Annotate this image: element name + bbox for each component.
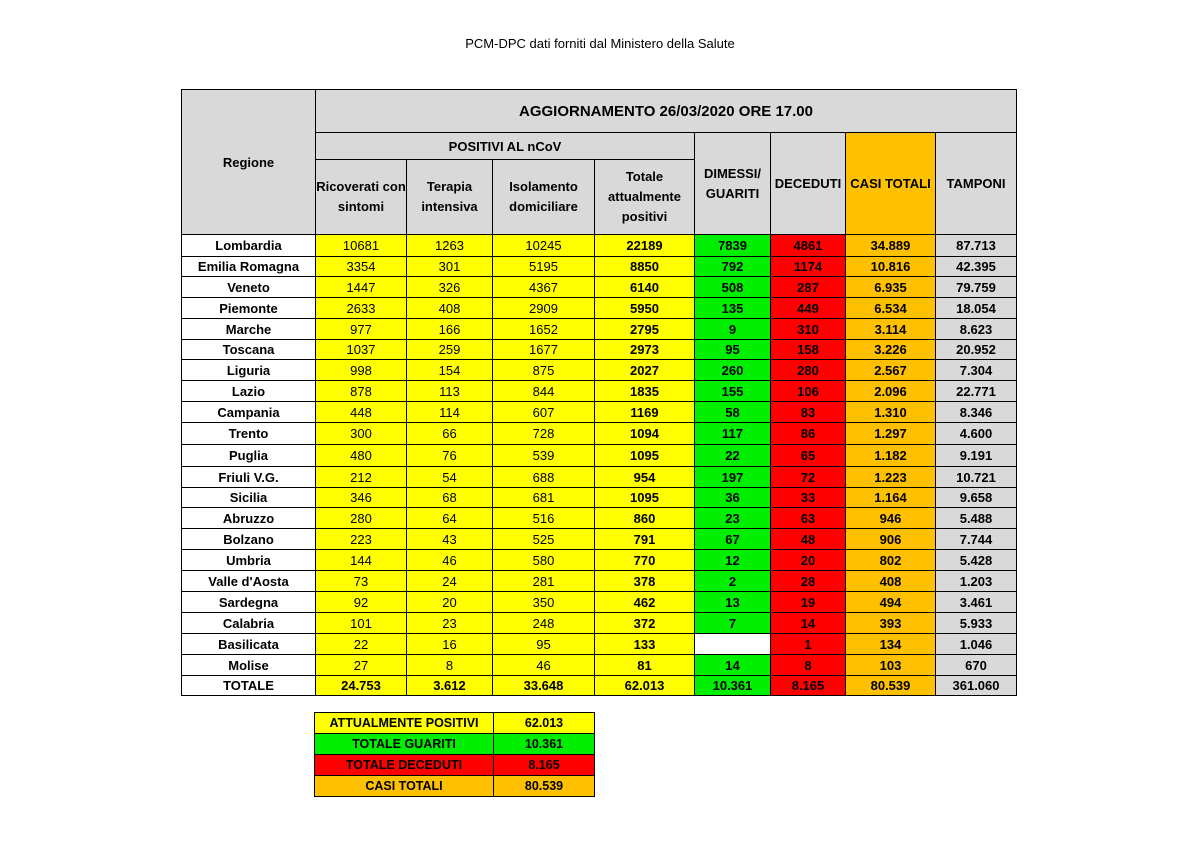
cell-regione: Valle d'Aosta [182, 571, 316, 592]
cell-totale-positivi: 133 [595, 634, 695, 655]
cell-tamponi: 18.054 [936, 298, 1017, 319]
cell-dimessi: 508 [695, 277, 771, 298]
cell-terapia: 23 [407, 613, 493, 634]
header-isolamento: Isolamento domiciliare [493, 160, 595, 235]
cell-casi-totali: 6.935 [846, 277, 936, 298]
cell-isolamento: 844 [493, 381, 595, 402]
cell-dimessi: 792 [695, 257, 771, 277]
cell-tamponi: 361.060 [936, 676, 1017, 696]
header-dimessi: DIMESSI/ GUARITI [695, 133, 771, 235]
cell-tamponi: 87.713 [936, 235, 1017, 257]
table-row [182, 381, 1017, 402]
cell-casi-totali: 408 [846, 571, 936, 592]
cell-casi-totali: 1.164 [846, 488, 936, 508]
cell-dimessi: 22 [695, 445, 771, 467]
cell-dimessi: 12 [695, 550, 771, 571]
cell-isolamento: 580 [493, 550, 595, 571]
cell-totale-positivi: 81 [595, 655, 695, 676]
cell-terapia: 113 [407, 381, 493, 402]
cell-dimessi [695, 634, 771, 655]
summary-value: 62.013 [494, 713, 595, 734]
cell-casi-totali: 6.534 [846, 298, 936, 319]
cell-isolamento: 728 [493, 423, 595, 445]
cell-ricoverati: 998 [316, 360, 407, 381]
cell-ricoverati: 22 [316, 634, 407, 655]
cell-tamponi: 20.952 [936, 340, 1017, 360]
cell-casi-totali: 2.567 [846, 360, 936, 381]
summary-row [315, 776, 595, 797]
cell-deceduti: 83 [771, 402, 846, 423]
cell-dimessi: 2 [695, 571, 771, 592]
table-row [182, 340, 1017, 360]
summary-label: TOTALE DECEDUTI [315, 755, 494, 776]
cell-ricoverati: 480 [316, 445, 407, 467]
cell-terapia: 8 [407, 655, 493, 676]
cell-isolamento: 525 [493, 529, 595, 550]
cell-dimessi: 14 [695, 655, 771, 676]
cell-deceduti: 72 [771, 467, 846, 488]
cell-regione: Calabria [182, 613, 316, 634]
cell-tamponi: 9.658 [936, 488, 1017, 508]
cell-terapia: 43 [407, 529, 493, 550]
cell-casi-totali: 1.182 [846, 445, 936, 467]
cell-isolamento: 33.648 [493, 676, 595, 696]
cell-dimessi: 7839 [695, 235, 771, 257]
cell-totale-positivi: 1095 [595, 445, 695, 467]
cell-regione: Friuli V.G. [182, 467, 316, 488]
table-row [182, 423, 1017, 445]
cell-casi-totali: 3.114 [846, 319, 936, 340]
cell-dimessi: 197 [695, 467, 771, 488]
cell-isolamento: 95 [493, 634, 595, 655]
cell-regione: Lazio [182, 381, 316, 402]
cell-regione: Lombardia [182, 235, 316, 257]
cell-ricoverati: 10681 [316, 235, 407, 257]
table-row [182, 634, 1017, 655]
cell-isolamento: 688 [493, 467, 595, 488]
cell-regione: Puglia [182, 445, 316, 467]
cell-deceduti: 63 [771, 508, 846, 529]
cell-terapia: 16 [407, 634, 493, 655]
cell-deceduti: 4861 [771, 235, 846, 257]
cell-tamponi: 670 [936, 655, 1017, 676]
cell-regione: Emilia Romagna [182, 257, 316, 277]
header-regione: Regione [182, 90, 316, 235]
cell-totale-positivi: 954 [595, 467, 695, 488]
cell-isolamento: 607 [493, 402, 595, 423]
cell-regione: Sicilia [182, 488, 316, 508]
cell-tamponi: 22.771 [936, 381, 1017, 402]
cell-terapia: 66 [407, 423, 493, 445]
cell-isolamento: 248 [493, 613, 595, 634]
regional-data-table [181, 89, 1017, 696]
cell-regione: Sardegna [182, 592, 316, 613]
cell-tamponi: 4.600 [936, 423, 1017, 445]
cell-deceduti: 287 [771, 277, 846, 298]
cell-deceduti: 28 [771, 571, 846, 592]
cell-totale-positivi: 1169 [595, 402, 695, 423]
table-row [182, 592, 1017, 613]
cell-ricoverati: 73 [316, 571, 407, 592]
cell-totale-positivi: 5950 [595, 298, 695, 319]
cell-dimessi: 36 [695, 488, 771, 508]
cell-casi-totali: 1.297 [846, 423, 936, 445]
table-row [182, 571, 1017, 592]
cell-totale-positivi: 791 [595, 529, 695, 550]
cell-regione: Molise [182, 655, 316, 676]
cell-isolamento: 350 [493, 592, 595, 613]
cell-dimessi: 9 [695, 319, 771, 340]
cell-dimessi: 67 [695, 529, 771, 550]
cell-ricoverati: 300 [316, 423, 407, 445]
header-ricoverati: Ricoverati con sintomi [316, 160, 407, 235]
cell-totale-positivi: 372 [595, 613, 695, 634]
cell-isolamento: 5195 [493, 257, 595, 277]
cell-tamponi: 7.304 [936, 360, 1017, 381]
cell-casi-totali: 134 [846, 634, 936, 655]
cell-casi-totali: 34.889 [846, 235, 936, 257]
table-row [182, 360, 1017, 381]
cell-regione: Toscana [182, 340, 316, 360]
cell-isolamento: 681 [493, 488, 595, 508]
cell-totale-positivi: 8850 [595, 257, 695, 277]
table-row [182, 277, 1017, 298]
cell-tamponi: 5.488 [936, 508, 1017, 529]
cell-totale-positivi: 62.013 [595, 676, 695, 696]
cell-casi-totali: 3.226 [846, 340, 936, 360]
cell-terapia: 301 [407, 257, 493, 277]
cell-totale-positivi: 1095 [595, 488, 695, 508]
table-row [182, 445, 1017, 467]
cell-casi-totali: 2.096 [846, 381, 936, 402]
cell-deceduti: 310 [771, 319, 846, 340]
cell-terapia: 76 [407, 445, 493, 467]
summary-row [315, 734, 595, 755]
header-positivi: POSITIVI AL nCoV [316, 133, 695, 160]
cell-terapia: 46 [407, 550, 493, 571]
cell-dimessi: 155 [695, 381, 771, 402]
cell-casi-totali: 946 [846, 508, 936, 529]
cell-terapia: 1263 [407, 235, 493, 257]
cell-deceduti: 449 [771, 298, 846, 319]
cell-regione: Bolzano [182, 529, 316, 550]
cell-tamponi: 7.744 [936, 529, 1017, 550]
cell-regione: Campania [182, 402, 316, 423]
cell-isolamento: 46 [493, 655, 595, 676]
cell-ricoverati: 101 [316, 613, 407, 634]
cell-deceduti: 19 [771, 592, 846, 613]
header-deceduti: DECEDUTI [771, 133, 846, 235]
cell-tamponi: 10.721 [936, 467, 1017, 488]
cell-deceduti: 65 [771, 445, 846, 467]
cell-ricoverati: 27 [316, 655, 407, 676]
summary-table [314, 712, 595, 797]
cell-ricoverati: 144 [316, 550, 407, 571]
cell-terapia: 154 [407, 360, 493, 381]
cell-casi-totali: 906 [846, 529, 936, 550]
cell-dimessi: 10.361 [695, 676, 771, 696]
total-row [182, 676, 1017, 696]
cell-totale-positivi: 2027 [595, 360, 695, 381]
cell-isolamento: 516 [493, 508, 595, 529]
cell-regione: Basilicata [182, 634, 316, 655]
table-row [182, 550, 1017, 571]
cell-regione: Liguria [182, 360, 316, 381]
cell-casi-totali: 393 [846, 613, 936, 634]
cell-isolamento: 1677 [493, 340, 595, 360]
cell-regione: Umbria [182, 550, 316, 571]
cell-tamponi: 9.191 [936, 445, 1017, 467]
cell-regione: Piemonte [182, 298, 316, 319]
cell-ricoverati: 212 [316, 467, 407, 488]
cell-isolamento: 875 [493, 360, 595, 381]
cell-terapia: 259 [407, 340, 493, 360]
cell-totale-positivi: 1835 [595, 381, 695, 402]
cell-casi-totali: 802 [846, 550, 936, 571]
cell-terapia: 114 [407, 402, 493, 423]
cell-totale-positivi: 462 [595, 592, 695, 613]
cell-isolamento: 539 [493, 445, 595, 467]
cell-tamponi: 79.759 [936, 277, 1017, 298]
cell-terapia: 20 [407, 592, 493, 613]
cell-ricoverati: 2633 [316, 298, 407, 319]
cell-totale-positivi: 770 [595, 550, 695, 571]
cell-ricoverati: 448 [316, 402, 407, 423]
cell-isolamento: 4367 [493, 277, 595, 298]
cell-tamponi: 1.203 [936, 571, 1017, 592]
summary-label: CASI TOTALI [315, 776, 494, 797]
table-row [182, 508, 1017, 529]
cell-totale-positivi: 2795 [595, 319, 695, 340]
cell-dimessi: 23 [695, 508, 771, 529]
cell-tamponi: 8.623 [936, 319, 1017, 340]
page-title: PCM-DPC dati forniti dal Ministero della Salute [465, 36, 735, 51]
table-row [182, 467, 1017, 488]
cell-terapia: 3.612 [407, 676, 493, 696]
header-terapia: Terapia intensiva [407, 160, 493, 235]
cell-casi-totali: 1.223 [846, 467, 936, 488]
cell-deceduti: 158 [771, 340, 846, 360]
cell-dimessi: 260 [695, 360, 771, 381]
cell-terapia: 408 [407, 298, 493, 319]
cell-deceduti: 1 [771, 634, 846, 655]
cell-casi-totali: 80.539 [846, 676, 936, 696]
cell-ricoverati: 878 [316, 381, 407, 402]
cell-deceduti: 1174 [771, 257, 846, 277]
cell-tamponi: 5.933 [936, 613, 1017, 634]
table-row [182, 529, 1017, 550]
cell-deceduti: 20 [771, 550, 846, 571]
cell-deceduti: 106 [771, 381, 846, 402]
cell-regione: Abruzzo [182, 508, 316, 529]
table-row [182, 235, 1017, 257]
cell-isolamento: 281 [493, 571, 595, 592]
table-row [182, 298, 1017, 319]
cell-ricoverati: 1037 [316, 340, 407, 360]
summary-row [315, 755, 595, 776]
cell-terapia: 64 [407, 508, 493, 529]
cell-regione: TOTALE [182, 676, 316, 696]
cell-tamponi: 42.395 [936, 257, 1017, 277]
summary-row [315, 713, 595, 734]
cell-ricoverati: 3354 [316, 257, 407, 277]
cell-isolamento: 1652 [493, 319, 595, 340]
cell-regione: Trento [182, 423, 316, 445]
table-row [182, 402, 1017, 423]
cell-dimessi: 7 [695, 613, 771, 634]
cell-totale-positivi: 860 [595, 508, 695, 529]
table-row [182, 613, 1017, 634]
cell-casi-totali: 494 [846, 592, 936, 613]
table-row [182, 319, 1017, 340]
summary-value: 10.361 [494, 734, 595, 755]
cell-casi-totali: 1.310 [846, 402, 936, 423]
summary-value: 80.539 [494, 776, 595, 797]
cell-terapia: 54 [407, 467, 493, 488]
cell-casi-totali: 103 [846, 655, 936, 676]
cell-ricoverati: 977 [316, 319, 407, 340]
summary-label: TOTALE GUARITI [315, 734, 494, 755]
cell-tamponi: 5.428 [936, 550, 1017, 571]
cell-ricoverati: 280 [316, 508, 407, 529]
cell-dimessi: 117 [695, 423, 771, 445]
cell-dimessi: 135 [695, 298, 771, 319]
cell-terapia: 326 [407, 277, 493, 298]
cell-casi-totali: 10.816 [846, 257, 936, 277]
cell-totale-positivi: 1094 [595, 423, 695, 445]
cell-totale-positivi: 2973 [595, 340, 695, 360]
cell-deceduti: 33 [771, 488, 846, 508]
cell-deceduti: 8.165 [771, 676, 846, 696]
table-row [182, 257, 1017, 277]
cell-isolamento: 2909 [493, 298, 595, 319]
header-totale-positivi: Totale attualmente positivi [595, 160, 695, 235]
table-row [182, 488, 1017, 508]
cell-deceduti: 48 [771, 529, 846, 550]
header-casi-totali: CASI TOTALI [846, 133, 936, 235]
cell-tamponi: 1.046 [936, 634, 1017, 655]
cell-ricoverati: 24.753 [316, 676, 407, 696]
cell-deceduti: 14 [771, 613, 846, 634]
cell-dimessi: 13 [695, 592, 771, 613]
cell-regione: Veneto [182, 277, 316, 298]
cell-terapia: 24 [407, 571, 493, 592]
header-tamponi: TAMPONI [936, 133, 1017, 235]
cell-ricoverati: 92 [316, 592, 407, 613]
cell-isolamento: 10245 [493, 235, 595, 257]
cell-ricoverati: 223 [316, 529, 407, 550]
header-update: AGGIORNAMENTO 26/03/2020 ORE 17.00 [316, 90, 1017, 133]
cell-totale-positivi: 22189 [595, 235, 695, 257]
cell-regione: Marche [182, 319, 316, 340]
cell-totale-positivi: 378 [595, 571, 695, 592]
cell-deceduti: 8 [771, 655, 846, 676]
cell-deceduti: 280 [771, 360, 846, 381]
cell-ricoverati: 1447 [316, 277, 407, 298]
cell-deceduti: 86 [771, 423, 846, 445]
table-row [182, 655, 1017, 676]
cell-terapia: 68 [407, 488, 493, 508]
summary-label: ATTUALMENTE POSITIVI [315, 713, 494, 734]
cell-tamponi: 8.346 [936, 402, 1017, 423]
cell-totale-positivi: 6140 [595, 277, 695, 298]
cell-dimessi: 58 [695, 402, 771, 423]
cell-tamponi: 3.461 [936, 592, 1017, 613]
summary-value: 8.165 [494, 755, 595, 776]
cell-dimessi: 95 [695, 340, 771, 360]
cell-ricoverati: 346 [316, 488, 407, 508]
cell-terapia: 166 [407, 319, 493, 340]
